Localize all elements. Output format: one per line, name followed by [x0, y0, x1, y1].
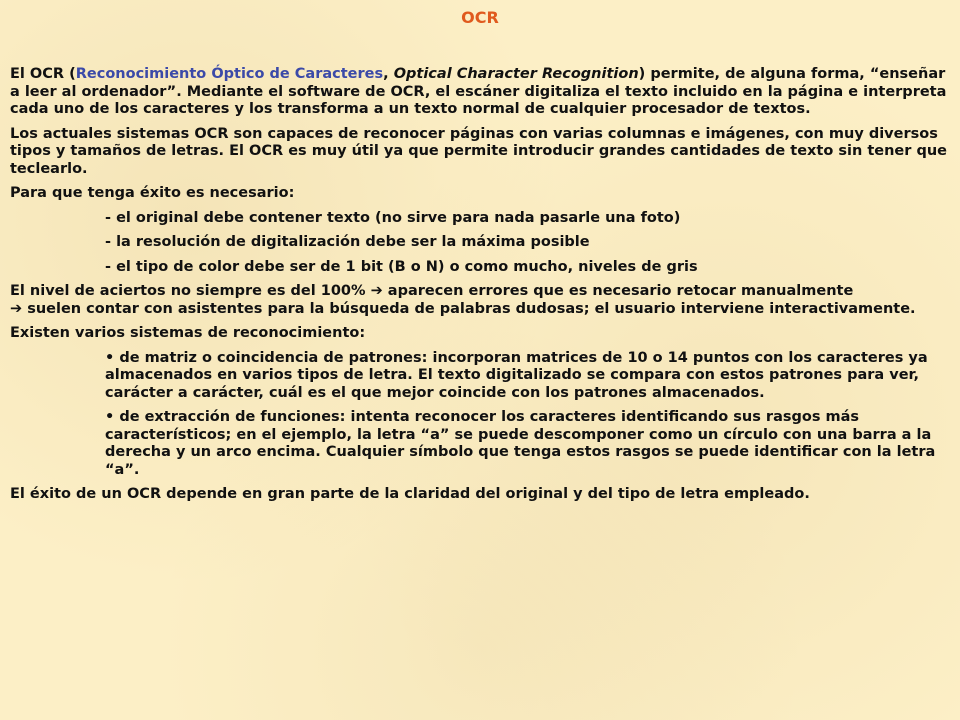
english-term: Optical Character Recognition: [393, 66, 639, 82]
requirement-item: - la resolución de digitalización debe ser la máxima posible: [105, 234, 590, 250]
arrow-right-icon: ➔: [10, 300, 23, 317]
system-item-matrix: • de matriz o coincidencia de patrones: incorporan matrices de 10 o 14 puntos con los caracteres ya almacenados en varios tipos de letra. El texto digitalizado se compara con estos patrones para ver, carácter a carácter, cuál es el que mejor coincide con los patrones almacenados.: [105, 349, 928, 401]
requirement-item: - el tipo de color debe ser de 1 bit (B o N) o como mucho, niveles de gris: [105, 258, 698, 275]
arrow-right-icon: ➔: [370, 283, 383, 299]
paragraph-definition: [10, 66, 950, 119]
p1-text-a: El OCR (: [10, 66, 76, 82]
paragraph-systems-intro: Existen varios sistemas de reconocimiento:: [10, 325, 366, 341]
paragraph-requirements-intro: Para que tenga éxito es necesario:: [10, 185, 295, 201]
p4-text-c: suelen contar con asistentes para la búsqueda de palabras dudosas; el usuario interviene interactivamente.: [22, 300, 916, 317]
page-title: OCR: [461, 8, 499, 27]
p4-text-a: El nivel de aciertos no siempre es del 100%: [10, 283, 371, 299]
p1-text-c: ,: [383, 66, 394, 82]
paragraph-capabilities: Los actuales sistemas OCR son capaces de reconocer páginas con varias columnas e imágenes, con muy diversos tipos y tamaños de letras. El OCR es muy útil ya que permite introducir grandes cantidades de texto sin tener que teclearlo.: [10, 125, 947, 177]
paragraph-accuracy: [10, 283, 950, 318]
paragraph-conclusion: El éxito de un OCR depende en gran parte de la claridad del original y del tipo de letra empleado.: [10, 486, 810, 502]
p4-text-b: aparecen errores que es necesario retocar manualmente: [382, 283, 854, 299]
system-item-feature-extraction: • de extracción de funciones: intenta reconocer los caracteres identificando sus rasgos más característicos; en el ejemplo, la letra “a” se puede descomponer como un círculo con una barra a la derecha y un arco encima. Cualquier símbolo que tenga estos rasgos se puede identificar con la letra “a”.: [105, 409, 936, 478]
slide-body: [10, 66, 950, 504]
spanish-term: Reconocimiento Óptico de Caracteres: [75, 66, 384, 82]
requirement-item: - el original debe contener texto (no sirve para nada pasarle una foto): [105, 209, 681, 226]
p1-text-e: ) permite, de alguna forma, “enseñar a leer al ordenador”. Mediante el software de OCR, el escáner digitaliza el texto incluido en la página e interpreta cada uno de los caracteres y los transforma a un texto normal de cualquier procesador de textos.: [10, 66, 947, 117]
